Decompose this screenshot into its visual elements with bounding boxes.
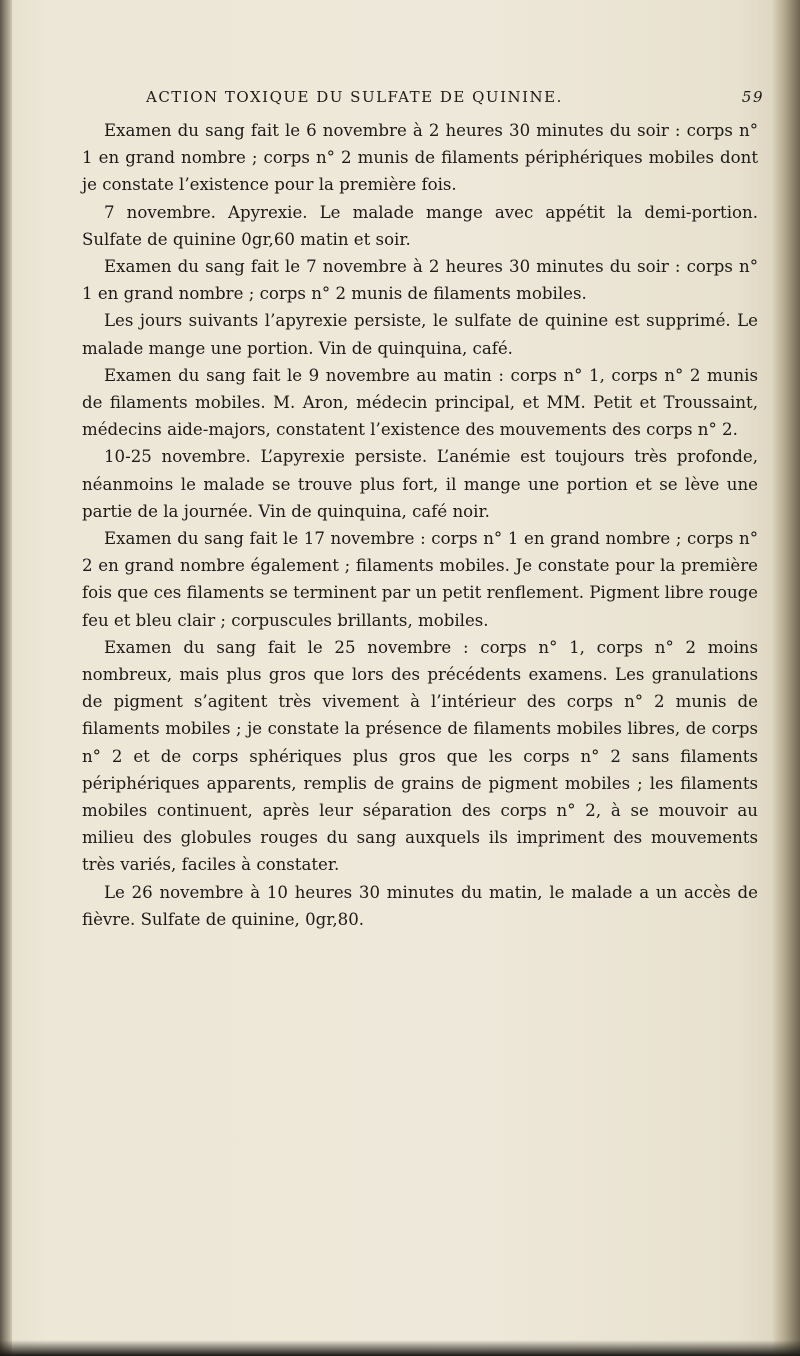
page-right-edge bbox=[772, 0, 800, 1356]
paragraph: Le 26 novembre à 10 heures 30 minutes du matin, le malade a un accès de fièvre. Sulfate de quinine, 0gr,80. bbox=[82, 882, 758, 929]
running-title: ACTION TOXIQUE DU SULFATE DE QUININE. bbox=[146, 88, 563, 106]
body-text bbox=[82, 117, 758, 933]
paragraph: Examen du sang fait le 17 novembre : corps n° 1 en grand nombre ; corps n° 2 en grand nombre également ; filaments mobiles. Je constate pour la première fois que ces filaments se terminent par un petit renflement. Pigment libre rouge feu et bleu clair ; corpuscules brillants, mobiles. bbox=[82, 529, 758, 630]
paragraph: Examen du sang fait le 7 novembre à 2 heures 30 minutes du soir : corps n° 1 en grand nombre ; corps n° 2 munis de filaments mobiles. bbox=[82, 257, 758, 304]
page-bottom-shadow bbox=[0, 1340, 800, 1356]
page-left-edge bbox=[0, 0, 12, 1356]
paragraph: 7 novembre. Apyrexie. Le malade mange avec appétit la demi-portion. Sulfate de quinine 0gr,60 matin et soir. bbox=[82, 202, 758, 249]
paragraph: 10-25 novembre. L’apyrexie persiste. L’anémie est toujours très profonde, néanmoins le malade se trouve plus fort, il mange une portion et se lève une partie de la journée. Vin de quinquina, café noir. bbox=[82, 447, 758, 521]
paragraph: Les jours suivants l’apyrexie persiste, le sulfate de quinine est supprimé. Le malade mange une portion. Vin de quinquina, café. bbox=[82, 311, 758, 358]
page-number: 59 bbox=[741, 88, 764, 106]
paragraph: Examen du sang fait le 25 novembre : corps n° 1, corps n° 2 moins nombreux, mais plus gros que lors des précédents examens. Les granulations de pigment s’agitent très vivement à l’intérieur des corps n° 2 munis de filaments mobiles ; je constate la présence de filaments mobiles libres, de corps n° 2 et de corps sphériques plus gros que les corps n° 2 sans filaments périphériques apparents, remplis de grains de pigment mobiles ; les filaments mobiles continuent, après leur séparation des corps n° 2, à se mouvoir au milieu des globules rouges du sang auxquels ils impriment des mouvements très variés, faciles à constater. bbox=[82, 637, 758, 875]
paragraph: Examen du sang fait le 6 novembre à 2 heures 30 minutes du soir : corps n° 1 en grand nombre ; corps n° 2 munis de filaments périphériques mobiles dont je constate l’existence pour la première fois. bbox=[82, 121, 758, 195]
paragraph: Examen du sang fait le 9 novembre au matin : corps n° 1, corps n° 2 munis de filaments mobiles. M. Aron, médecin principal, et MM. Petit et Troussaint, médecins aide-majors, constatent l’existence des mouvements des corps n° 2. bbox=[82, 365, 758, 440]
